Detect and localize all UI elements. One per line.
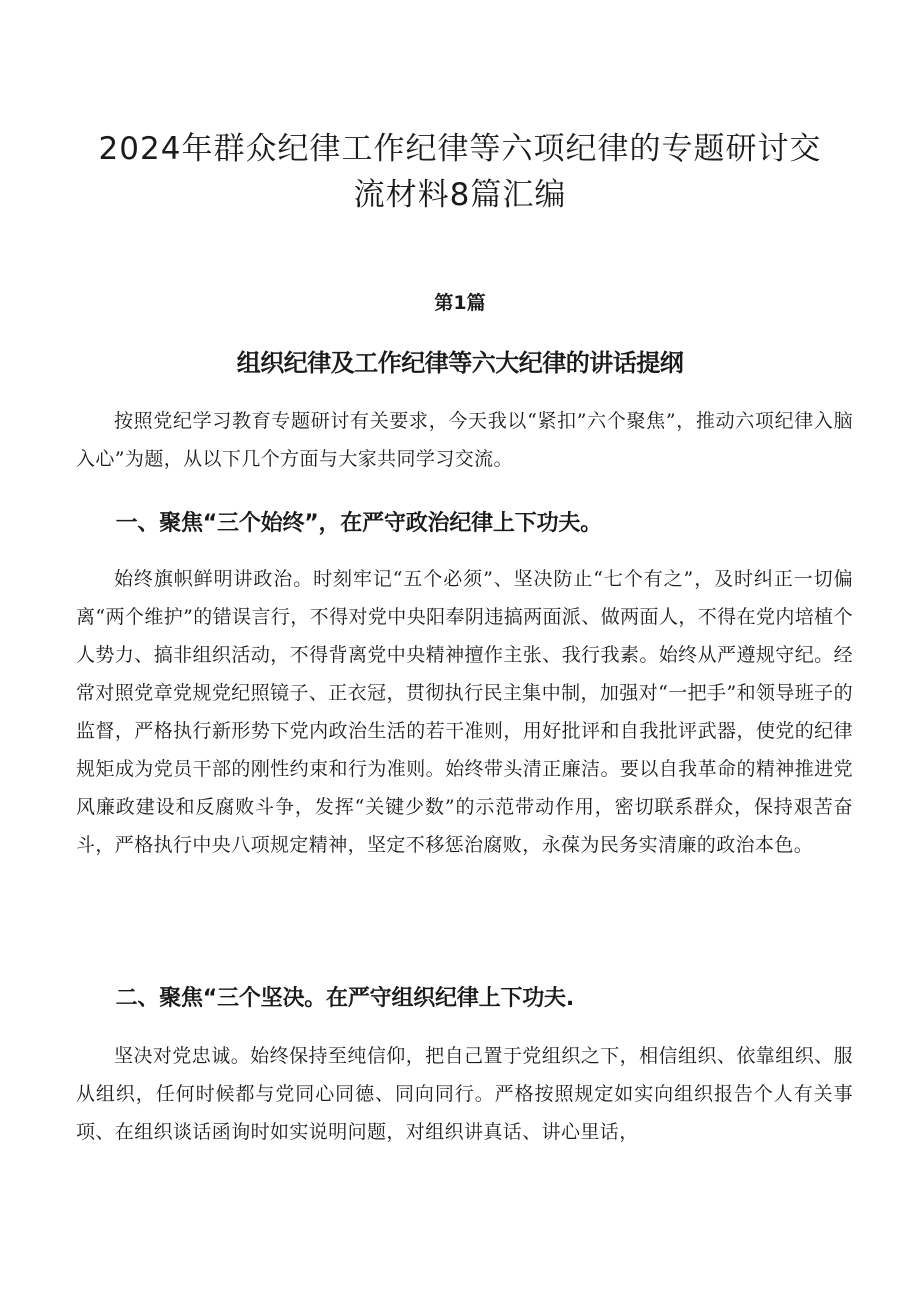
document-title-line-1: 2024年群众纪律工作纪律等六项纪律的专题研讨交 [98,131,822,167]
intro-paragraph: 按照党纪学习教育专题研讨有关要求，今天我以“紧扣”六个聚焦”，推动六项纪律入脑入心”为题，从以下几个方面与大家共同学习交流。 [76,410,853,470]
section-2-heading: 二、聚焦“三个坚决。在严守组织纪律上下功夫. [115,986,575,1011]
chapter-number: 第1篇 [434,292,486,314]
chapter-title: 组织纪律及工作纪律等六大纪律的讲话提纲 [236,349,684,377]
document-title-line-2: 流材料8篇汇编 [353,177,567,213]
document-title [70,126,850,218]
section-2-body: 坚决对党忠诚。始终保持至纯信仰，把自己置于党组织之下，相信组织、依靠组织、服从组织，任何时候都与党同心同德、同向同行。严格按照规定如实向组织报告个人有关事项、在组织谈话函询时如实说明问题，对组织讲真话、讲心里话， [76,1045,853,1143]
section-1-body: 始终旗帜鲜明讲政治。时刻牢记“五个必须”、坚决防止“七个有之”，及时纠正一切偏离“两个维护”的错误言行，不得对党中央阳奉阴违搞两面派、做两面人，不得在党内培植个人势力、搞非组织活动，不得背离党中央精神擅作主张、我行我素。始终从严遵规守纪。经常对照党章党规党纪照镜子、正衣冠，贯彻执行民主集中制，加强对“一把手”和领导班子的监督，严格执行新形势下党内政治生活的若干准则，用好批评和自我批评武器，使党的纪律规矩成为党员干部的刚性约束和行为准则。始终带头清正廉洁。要以自我革命的精神推进党风廉政建设和反腐败斗争，发挥“关键少数”的示范带动作用，密切联系群众，保持艰苦奋斗，严格执行中央八项规定精神，坚定不移惩治腐败，永葆为民务实清廉的政治本色。 [76,568,853,856]
section-1-heading: 一、聚焦“三个始终”，在严守政治纪律上下功夫。 [115,511,602,536]
